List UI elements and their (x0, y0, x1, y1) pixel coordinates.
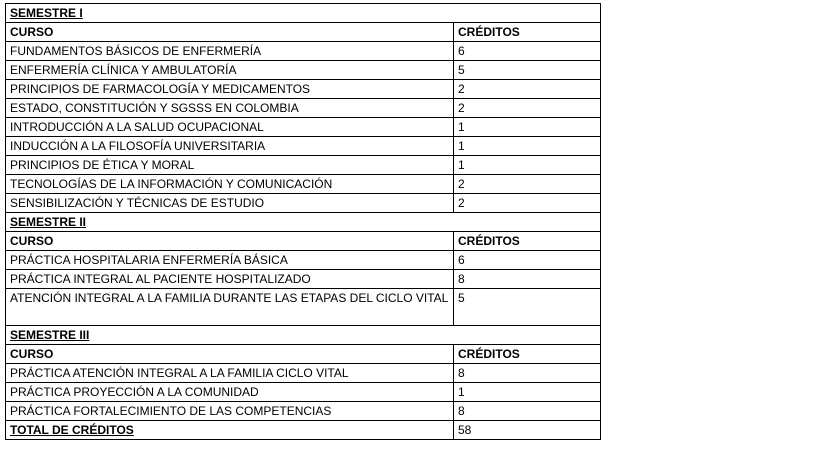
course-column-header: CURSO (6, 345, 454, 364)
course-name: ENFERMERÍA CLÍNICA Y AMBULATORÍA (6, 61, 454, 80)
course-row (6, 156, 601, 175)
course-credits: 8 (454, 364, 601, 383)
semester-title: SEMESTRE II (6, 213, 601, 232)
course-row (6, 289, 601, 326)
curriculum-table-container (5, 3, 601, 440)
semester-title-row (6, 213, 601, 232)
semester-title: SEMESTRE I (6, 4, 601, 23)
course-credits: 8 (454, 402, 601, 421)
course-row (6, 99, 601, 118)
course-row (6, 42, 601, 61)
course-row (6, 270, 601, 289)
semester-title-row (6, 4, 601, 23)
course-name: FUNDAMENTOS BÁSICOS DE ENFERMERÍA (6, 42, 454, 61)
course-row (6, 80, 601, 99)
course-credits: 1 (454, 156, 601, 175)
semester-title: SEMESTRE III (6, 326, 601, 345)
course-name: PRÁCTICA INTEGRAL AL PACIENTE HOSPITALIZADO (6, 270, 454, 289)
column-header-row (6, 345, 601, 364)
course-row (6, 364, 601, 383)
course-name: PRINCIPIOS DE ÉTICA Y MORAL (6, 156, 454, 175)
course-name: SENSIBILIZACIÓN Y TÉCNICAS DE ESTUDIO (6, 194, 454, 213)
course-name: PRÁCTICA HOSPITALARIA ENFERMERÍA BÁSICA (6, 251, 454, 270)
credits-column-header: CRÉDITOS (454, 232, 601, 251)
course-row (6, 402, 601, 421)
course-name: ESTADO, CONSTITUCIÓN Y SGSSS EN COLOMBIA (6, 99, 454, 118)
course-credits: 2 (454, 175, 601, 194)
course-row (6, 194, 601, 213)
course-row (6, 175, 601, 194)
course-column-header: CURSO (6, 23, 454, 42)
column-header-row (6, 232, 601, 251)
column-header-row (6, 23, 601, 42)
course-row (6, 137, 601, 156)
course-credits: 1 (454, 137, 601, 156)
curriculum-table (5, 3, 601, 440)
course-credits: 8 (454, 270, 601, 289)
total-row (6, 421, 601, 440)
course-credits: 2 (454, 194, 601, 213)
course-credits: 1 (454, 383, 601, 402)
credits-column-header: CRÉDITOS (454, 23, 601, 42)
course-credits: 1 (454, 118, 601, 137)
course-row (6, 61, 601, 80)
semester-title-row (6, 326, 601, 345)
total-value: 58 (454, 421, 601, 440)
curriculum-table-body (6, 4, 601, 440)
course-name: ATENCIÓN INTEGRAL A LA FAMILIA DURANTE LAS ETAPAS DEL CICLO VITAL (6, 289, 454, 326)
course-credits: 2 (454, 99, 601, 118)
course-credits: 6 (454, 251, 601, 270)
course-credits: 5 (454, 289, 601, 326)
course-row (6, 118, 601, 137)
course-name: PRÁCTICA PROYECCIÓN A LA COMUNIDAD (6, 383, 454, 402)
total-label: TOTAL DE CRÉDITOS (6, 421, 454, 440)
course-row (6, 251, 601, 270)
course-name: PRÁCTICA FORTALECIMIENTO DE LAS COMPETENCIAS (6, 402, 454, 421)
course-name: INTRODUCCIÓN A LA SALUD OCUPACIONAL (6, 118, 454, 137)
credits-column-header: CRÉDITOS (454, 345, 601, 364)
course-row (6, 383, 601, 402)
course-column-header: CURSO (6, 232, 454, 251)
course-credits: 5 (454, 61, 601, 80)
course-name: PRÁCTICA ATENCIÓN INTEGRAL A LA FAMILIA CICLO VITAL (6, 364, 454, 383)
course-name: TECNOLOGÍAS DE LA INFORMACIÓN Y COMUNICACIÓN (6, 175, 454, 194)
course-name: INDUCCIÓN A LA FILOSOFÍA UNIVERSITARIA (6, 137, 454, 156)
course-credits: 6 (454, 42, 601, 61)
course-credits: 2 (454, 80, 601, 99)
course-name: PRINCIPIOS DE FARMACOLOGÍA Y MEDICAMENTOS (6, 80, 454, 99)
